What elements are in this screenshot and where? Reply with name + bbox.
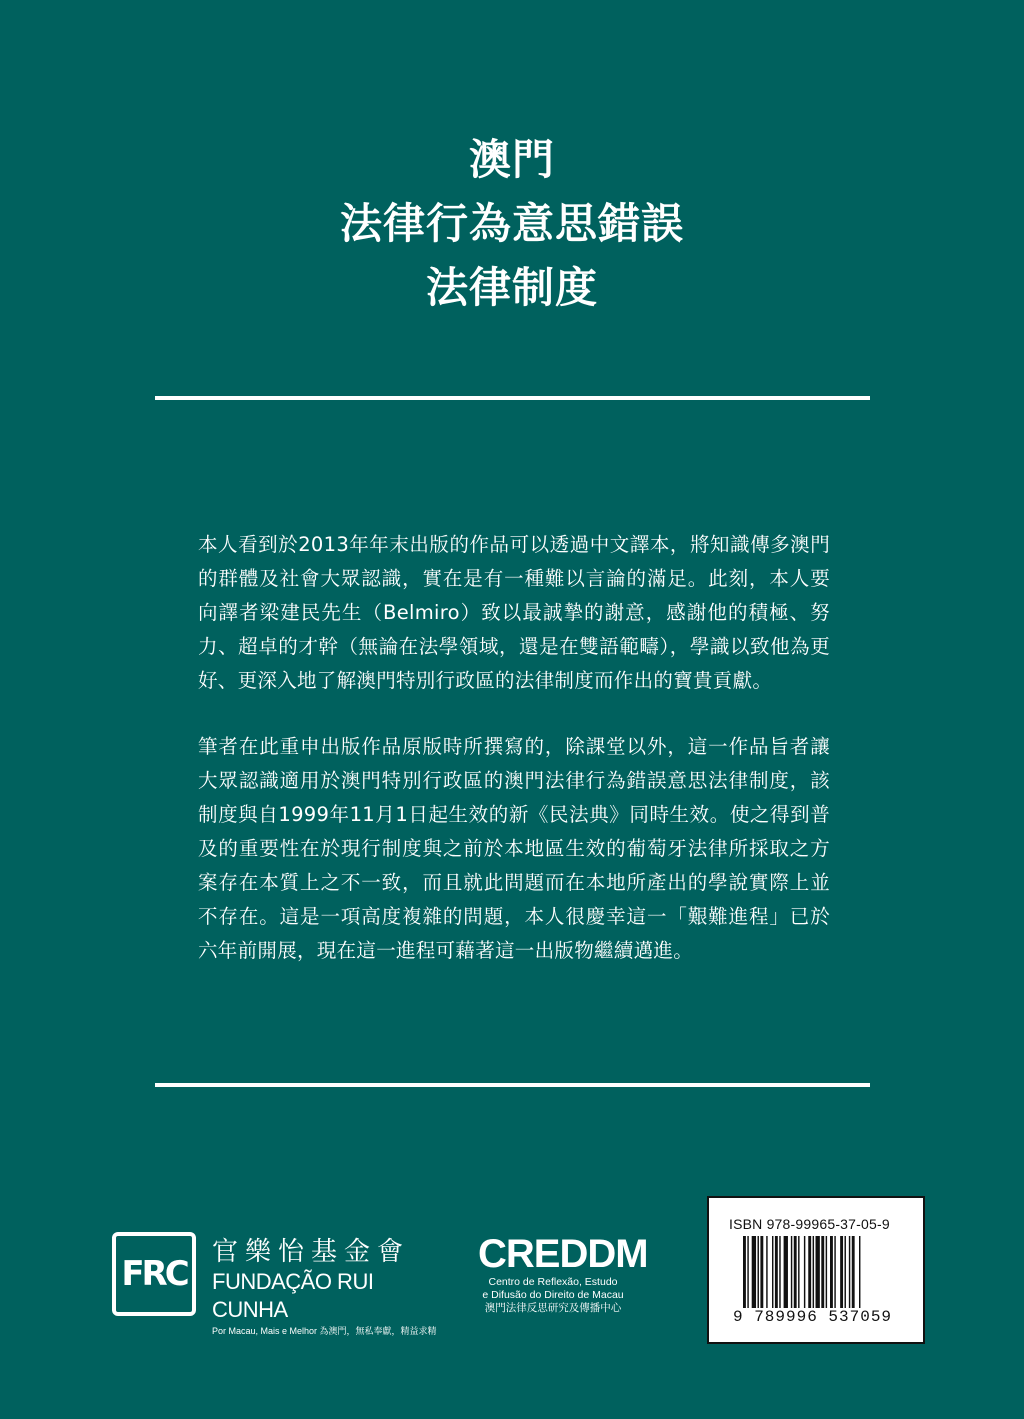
frc-name-portuguese: FUNDAÇÃO RUI CUNHA (212, 1269, 374, 1322)
title-line-3: 法律制度 (425, 263, 598, 312)
top-divider (155, 396, 870, 400)
blurb-paragraph-1: 本人看到於2013年年末出版的作品可以透過中文譯本，將知識傳多澳門的群體及社會大眾認識，實在是有一種難以言論的滿足。此刻，本人要向譯者梁建民先生（Belmiro）致以最誠摯的謝意，感謝他的積極、努力、超卓的才幹（無論在法學領域，還是在雙語範疇），學識以致他為更好、更深入地了解澳門特別行政區的法律制度而作出的寶貴貢獻。 (198, 533, 830, 692)
bottom-divider (155, 1083, 870, 1087)
isbn-label: ISBN 978-99965-37-05-9 (729, 1216, 890, 1232)
creddm-subtitle-3: 澳門法律反思研究及傳播中心 (484, 1302, 622, 1314)
creddm-logo (478, 1232, 648, 1315)
title-line-2: 法律行為意思錯誤 (339, 199, 684, 248)
frc-tagline: Por Macau, Mais e Melhor 為澳門，無私奉獻，精益求精 (212, 1326, 437, 1336)
frc-logo-icon (112, 1232, 196, 1316)
isbn-barcode-box (707, 1196, 925, 1344)
title-line-1: 澳門 (468, 135, 555, 184)
creddm-mark: CREDDM (478, 1232, 648, 1276)
blurb (198, 528, 830, 1000)
creddm-subtitle-1: Centro de Reflexão, Estudo (488, 1276, 618, 1288)
creddm-subtitle-2: e Difusão do Direito de Macau (482, 1289, 624, 1301)
frc-name-chinese: 官樂怡基金會 (212, 1237, 411, 1267)
frc-publisher-name (212, 1236, 442, 1338)
frc-logo-mark: FRC (121, 1254, 187, 1294)
book-title (0, 128, 1024, 320)
isbn-digits: 9 789996 537059 (733, 1308, 893, 1326)
blurb-paragraph-2: 筆者在此重申出版作品原版時所撰寫的，除課堂以外，這一作品旨者讓大眾認識適用於澳門特別行政區的澳門法律行為錯誤意思法律制度，該制度與自1999年11月1日起生效的新《民法典》同時生效。使之得到普及的重要性在於現行制度與之前於本地區生效的葡萄牙法律所採取之方案存在本質上之不一致，而且就此問題而在本地所產出的學說實際上並不存在。這是一項高度複雜的問題，本人很慶幸這一「艱難進程」已於六年前開展，現在這一進程可藉著這一出版物繼續邁進。 (198, 735, 830, 962)
barcode-icon (743, 1236, 903, 1308)
